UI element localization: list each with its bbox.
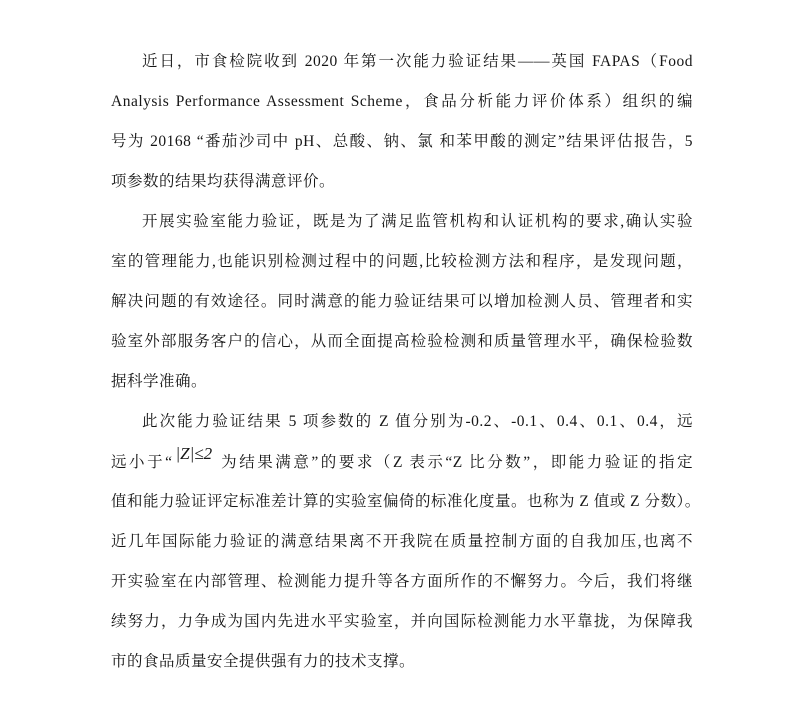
text-line: 市的食品质量安全提供强有力的技术支撑。 [111,653,416,670]
paragraph-2 [111,202,693,402]
formula-line-prefix: 远小于“ [111,454,173,471]
text-block [111,42,701,682]
text-line: 近日，市食检院收到 2020 年第一次能力验证结果——英国 FAPAS（Food [142,53,693,70]
z-score-formula: |Z|≤2 [175,444,213,463]
text-line: Analysis Performance Assessment Scheme，食品分析能力评价体系）组织的编 [111,93,693,110]
text-line: 值和能力验证评定标准差计算的实验室偏倚的标准化度量。也称为 Z 值或 Z 分数）。 [111,493,701,510]
text-line: 据科学准确。 [111,373,208,390]
formula-line-suffix: 为结果满意”的要求（Z 表示“Z 比分数”，即能力验证的指定 [219,454,693,471]
text-line-with-formula [111,442,693,482]
paragraph-1 [111,42,693,202]
text-line: 续努力，力争成为国内先进水平实验室，并向国际检测能力水平靠拢，为保障我 [111,613,693,630]
paragraph-3 [111,402,701,682]
text-line: 项参数的结果均获得满意评价。 [111,173,336,190]
text-line: 验室外部服务客户的信心，从而全面提高检验检测和质量管理水平，确保检验数 [111,333,693,350]
text-line: 此次能力验证结果 5 项参数的 Z 值分别为-0.2、-0.1、0.4、0.1、0.4，远 [142,413,693,430]
text-line: 近几年国际能力验证的满意结果离不开我院在质量控制方面的自我加压,也离不 [111,533,693,550]
text-line: 号为 20168 “番茄沙司中 pH、总酸、钠、氯 和苯甲酸的测定”结果评估报告，5 [111,133,693,150]
text-line: 开实验室在内部管理、检测能力提升等各方面所作的不懈努力。今后，我们将继 [111,573,693,590]
text-line: 开展实验室能力验证，既是为了满足监管机构和认证机构的要求,确认实验 [142,213,693,230]
text-line: 室的管理能力,也能识别检测过程中的问题,比较检测方法和程序，是发现问题， [111,253,693,270]
text-line: 解决问题的有效途径。同时满意的能力验证结果可以增加检测人员、管理者和实 [111,293,693,310]
